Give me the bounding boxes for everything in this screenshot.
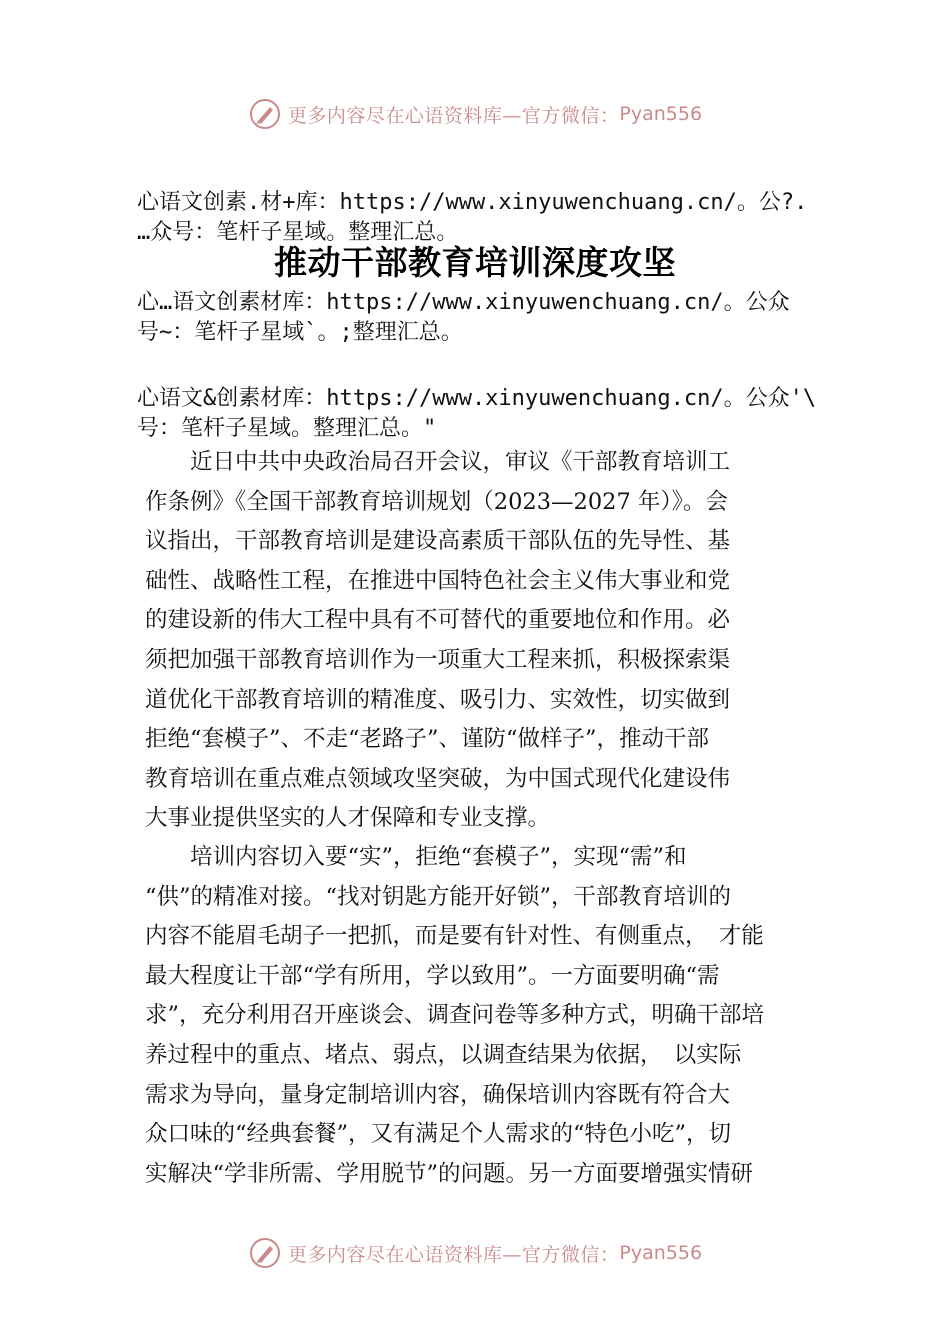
- watermark-block: [137, 188, 857, 248]
- watermark-block: [137, 288, 857, 348]
- watermark-line: 号~：笔杆子星域`。;整理汇总。: [137, 320, 463, 345]
- paragraph-line: 最大程度让干部“学有所用，学以致用”。一方面要明确“需: [145, 962, 720, 989]
- banner-text: 更多内容尽在心语资料库—官方微信：: [287, 104, 620, 127]
- watermark-line: …众号：笔杆子星域。整理汇总。: [137, 220, 459, 245]
- paragraph-line: 拒绝“套模子”、不走“老路子”、谨防“做样子”，推动干部: [145, 726, 710, 753]
- watermark-line: 心语文创素.材+库：https://www.xinyuwenchuang.cn/。公?.: [137, 190, 808, 215]
- footer-banner: [0, 1233, 950, 1273]
- header-banner: [0, 94, 950, 134]
- paragraph-line: 议指出，干部教育培训是建设高素质干部队伍的先导性、基: [145, 528, 731, 555]
- paragraph-line: 求”，充分利用召开座谈会、调查问卷等多种方式，明确干部培: [145, 1002, 765, 1029]
- paragraph-line: 需求为导向，量身定制培训内容，确保培训内容既有符合大: [145, 1081, 731, 1108]
- paragraph-line: 道优化干部教育培训的精准度、吸引力、实效性，切实做到: [145, 686, 731, 713]
- pen-logo-icon: [248, 1236, 282, 1270]
- body-paragraph: [145, 443, 825, 839]
- document-title: 推动干部教育培训深度攻坚: [274, 243, 676, 282]
- watermark-block: [137, 384, 857, 444]
- paragraph-line: 的建设新的伟大工程中具有不可替代的重要地位和作用。必: [145, 607, 731, 634]
- watermark-line: 心语文&创素材库：https://www.xinyuwenchuang.cn/。公众'\: [137, 386, 817, 411]
- paragraph-line: 础性、战略性工程，在推进中国特色社会主义伟大事业和党: [145, 567, 731, 594]
- paragraph-line: 培训内容切入要“实”，拒绝“套模子”，实现“需”和: [145, 844, 687, 870]
- banner-contact: Pyan556: [619, 103, 703, 125]
- paragraph-line: 实解决“学非所需、学用脱节”的问题。另一方面要增强实情研: [145, 1160, 754, 1187]
- pen-logo-icon: [248, 97, 282, 131]
- paragraph-line: 养过程中的重点、堵点、弱点，以调查结果为依据， 以实际: [145, 1041, 742, 1068]
- banner-text: 更多内容尽在心语资料库—官方微信：: [287, 1243, 620, 1266]
- body-paragraph: [145, 838, 825, 1194]
- paragraph-line: 近日中共中央政治局召开会议，审议《干部教育培训工: [145, 449, 731, 475]
- paragraph-line: 大事业提供坚实的人才保障和专业支撑。: [145, 805, 551, 832]
- watermark-line: 心…语文创素材库：https://www.xinyuwenchuang.cn/。公众: [137, 290, 790, 315]
- watermark-line: 号：笔杆子星域。整理汇总。": [137, 416, 437, 441]
- paragraph-line: 内容不能眉毛胡子一把抓，而是要有针对性、有侧重点， 才能: [145, 923, 764, 950]
- paragraph-line: 作条例》《全国干部教育培训规划（2023—2027 年）》。会: [145, 488, 728, 515]
- paragraph-line: “供”的精准对接。“找对钥匙方能开好锁”，干部教育培训的: [145, 883, 732, 910]
- paragraph-line: 众口味的“经典套餐”，又有满足个人需求的“特色小吃”，切: [145, 1121, 732, 1148]
- paragraph-line: 教育培训在重点难点领域攻坚突破，为中国式现代化建设伟: [145, 765, 731, 792]
- paragraph-line: 须把加强干部教育培训作为一项重大工程来抓，积极探索渠: [145, 646, 731, 673]
- banner-contact: Pyan556: [619, 1242, 703, 1264]
